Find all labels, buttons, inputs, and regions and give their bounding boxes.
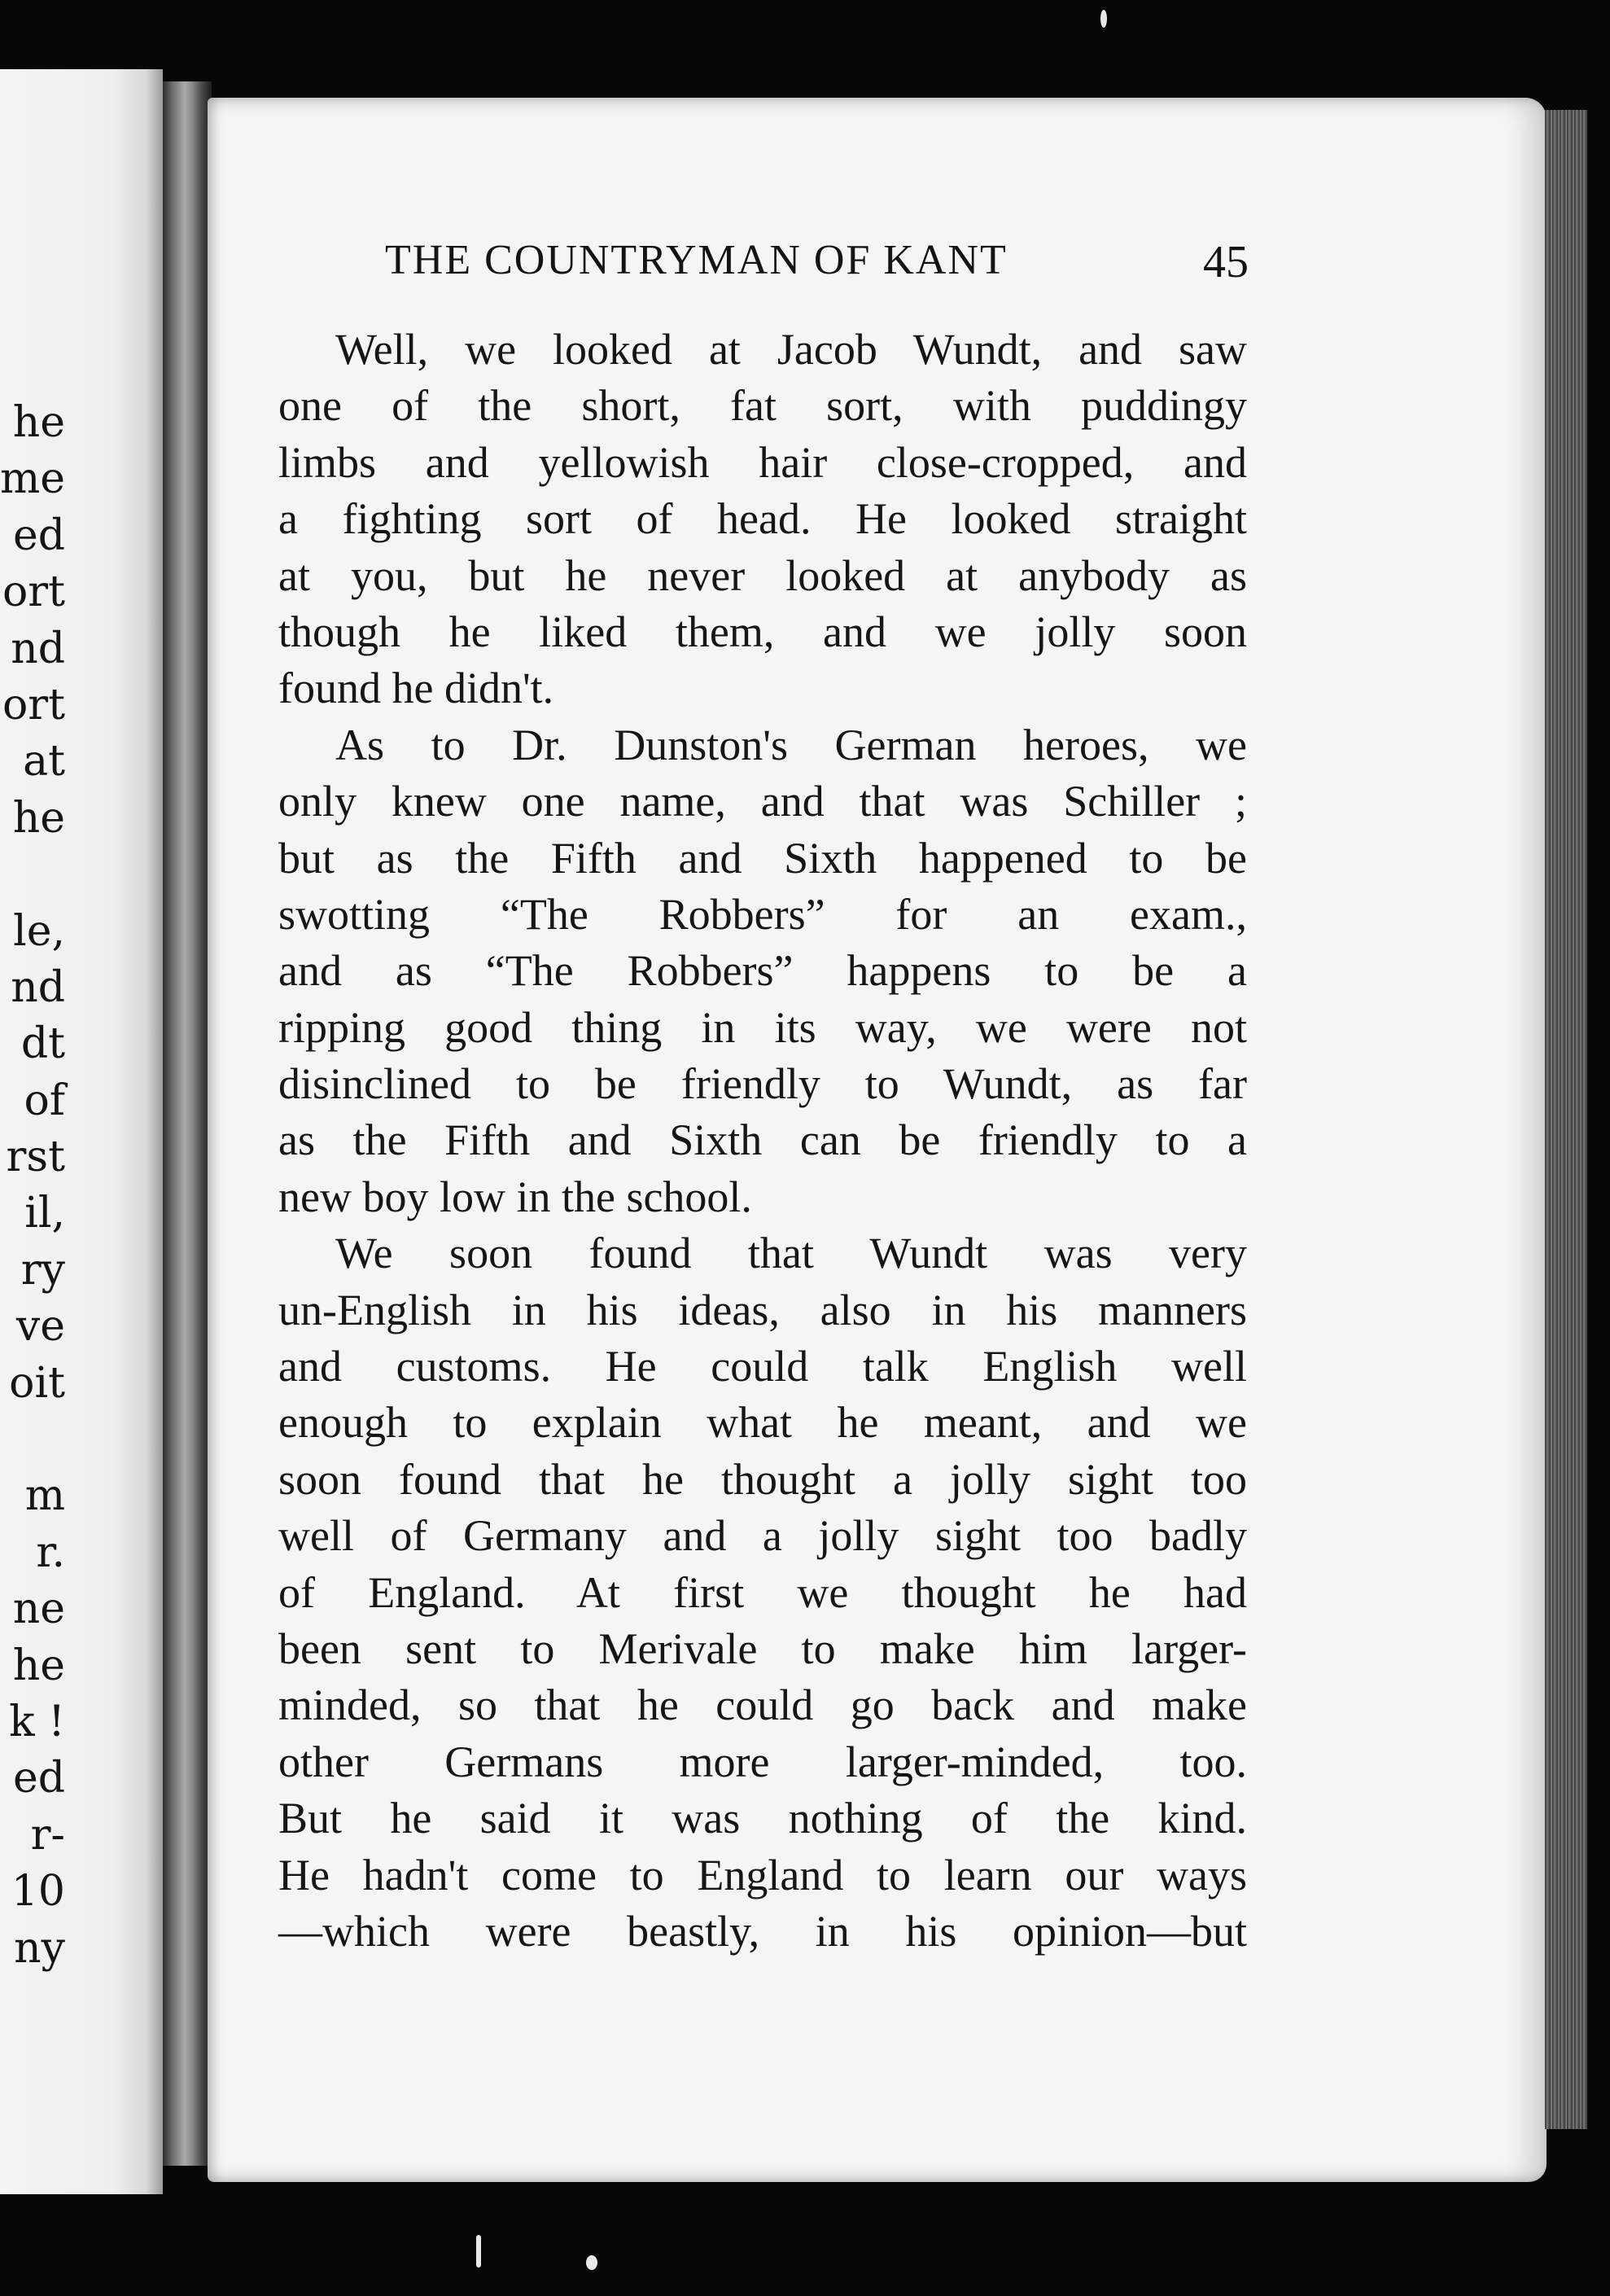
text-line: As to Dr. Dunston's German heroes, we	[335, 720, 1247, 769]
left-page-fragment: ny	[14, 1923, 65, 1973]
text-line: minded, so that he could go back and make	[278, 1680, 1247, 1730]
page-body-text	[278, 322, 1247, 1960]
text-line: ripping good thing in its way, we were not	[278, 1002, 1247, 1052]
text-line: Well, we looked at Jacob Wundt, and saw	[335, 325, 1247, 374]
page-edges	[1545, 110, 1587, 2129]
left-page-fragment: he	[12, 398, 65, 447]
left-page-fragment: nd	[11, 624, 65, 673]
text-line: disinclined to be friendly to Wundt, as far	[278, 1059, 1247, 1109]
left-page-fragment: nd	[11, 962, 65, 1012]
left-page-fragment: me	[0, 454, 66, 504]
text-line: one of the short, fat sort, with puddingy	[278, 381, 1247, 431]
left-page-fragment: he	[12, 793, 65, 843]
left-page-fragment	[0, 847, 65, 903]
text-line: as the Fifth and Sixth can be friendly to a	[278, 1115, 1247, 1165]
left-page-fragment: rst	[6, 1133, 65, 1182]
text-line: We soon found that Wundt was very	[335, 1229, 1247, 1278]
book-gutter	[163, 81, 212, 2166]
text-line: and customs. He could talk English well	[278, 1342, 1247, 1391]
left-page-fragment: dt	[20, 1019, 65, 1069]
dust-speck	[586, 2255, 597, 2270]
left-page-fragment	[0, 1412, 65, 1468]
left-page-fragment: oit	[9, 1358, 65, 1408]
text-line: at you, but he never looked at anybody as	[278, 550, 1247, 600]
left-page-fragment: k !	[9, 1697, 65, 1746]
text-line: and as “The Robbers” happens to be a	[278, 946, 1247, 996]
dust-speck	[1100, 10, 1107, 28]
left-page-fragment: ne	[12, 1584, 65, 1634]
text-line: But he said it was nothing of the kind.	[278, 1794, 1247, 1843]
text-line: un-English in his ideas, also in his manners	[278, 1285, 1247, 1334]
text-line: swotting “The Robbers” for an exam.,	[278, 889, 1247, 939]
left-page-text-fragments	[0, 395, 65, 1977]
left-page-fragment: r-	[30, 1810, 65, 1860]
left-page-fragment: of	[24, 1076, 65, 1125]
left-page-fragment: ort	[2, 567, 65, 617]
left-page-fragment: ed	[12, 1754, 65, 1803]
left-page-fragment: il,	[24, 1189, 65, 1238]
text-line: though he liked them, and we jolly soon	[278, 607, 1247, 656]
page-number: 45	[1203, 237, 1249, 287]
left-page-fragment: ve	[15, 1302, 65, 1352]
left-page-fragment: ed	[12, 510, 65, 560]
left-page-fragment: he	[12, 1641, 65, 1690]
text-line: but as the Fifth and Sixth happened to be	[278, 833, 1247, 883]
left-page-fragment: m	[24, 1471, 65, 1521]
left-page-fragment: at	[23, 737, 65, 787]
text-line: of England. At first we thought he had	[278, 1567, 1247, 1617]
text-line: soon found that he thought a jolly sight too	[278, 1454, 1247, 1504]
text-line: been sent to Merivale to make him larger-	[278, 1623, 1247, 1673]
text-line: limbs and yellowish hair close-cropped, and	[278, 437, 1247, 487]
text-line: only knew one name, and that was Schiller ;	[278, 777, 1247, 826]
text-line: new boy low in the school.	[278, 1172, 752, 1221]
text-line: He hadn't come to England to learn our ways	[278, 1850, 1247, 1899]
left-page-fragment: ort	[2, 680, 65, 730]
left-page-fragment: r.	[36, 1527, 65, 1577]
text-line: well of Germany and a jolly sight too badly	[278, 1511, 1247, 1561]
left-facing-page	[0, 69, 163, 2194]
left-page-fragment: 10	[11, 1867, 65, 1917]
text-line: enough to explain what he meant, and we	[278, 1398, 1247, 1448]
text-line: found he didn't.	[278, 664, 554, 713]
running-head: THE COUNTRYMAN OF KANT	[385, 237, 1008, 283]
dust-speck	[476, 2235, 481, 2268]
text-line: a fighting sort of head. He looked straight	[278, 494, 1247, 544]
left-page-fragment: ry	[20, 1245, 65, 1295]
left-page-fragment: le,	[13, 906, 65, 956]
text-line: —which were beastly, in his opinion—but	[278, 1906, 1247, 1956]
text-line: other Germans more larger-minded, too.	[278, 1737, 1247, 1786]
